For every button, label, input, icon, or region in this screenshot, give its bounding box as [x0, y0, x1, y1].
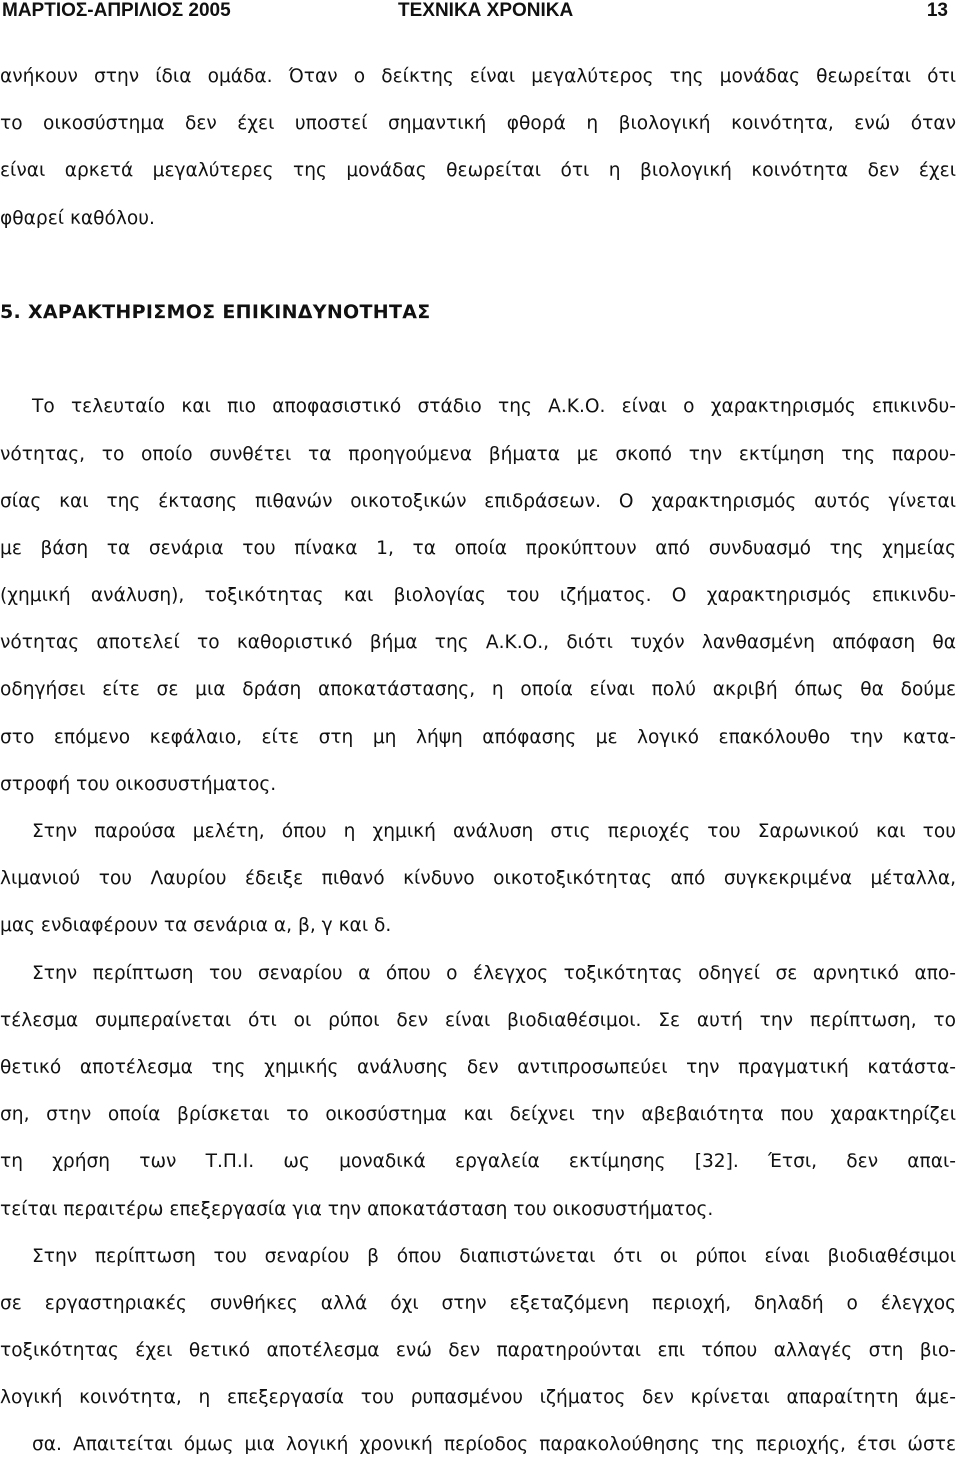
text-line: σα. Απαιτείται όμως μια λογική χρονική περίοδος παρακολούθησης της περιοχής, έτσι ώστε: [32, 1434, 956, 1456]
text-line: το οικοσύστημα δεν έχει υποστεί σημαντική φθορά η βιολογική κοινότητα, ενώ όταν: [0, 113, 956, 135]
text-line: στο επόμενο κεφάλαιο, είτε στη μη λήψη απόφασης με λογικό επακόλουθο την κατα-: [0, 726, 956, 748]
text-line: τείται περαιτέρω επεξεργασία για την αποκατάσταση του οικοσυστήματος.: [0, 1198, 714, 1220]
text-line: στροφή του οικοσυστήματος.: [0, 773, 277, 795]
text-line: Στην περίπτωση του σεναρίου β όπου διαπιστώνεται ότι οι ρύποι είναι βιοδιαθέσιμοι: [32, 1245, 956, 1267]
text-line: ανήκουν στην ίδια ομάδα. Όταν ο δείκτης είναι μεγαλύτερος της μονάδας θεωρείται ότι: [0, 66, 956, 87]
paragraph-4: [0, 950, 956, 1233]
text-line: νότητας, το οποίο συνθέτει τα προηγούμενα βήματα με σκοπό την εκτίμηση της παρου-: [0, 443, 956, 465]
text-line: με βάση τα σενάρια του πίνακα 1, τα οποία προκύπτουν από συνδυασμό της χημείας: [0, 537, 956, 559]
header-journal-title: ΤΕΧΝΙΚΑ ΧΡΟΝΙΚΑ: [398, 0, 574, 21]
section-heading: 5. ΧΑΡΑΚΤΗΡΙΣΜΟΣ ΕΠΙΚΙΝΔΥΝΟΤΗΤΑΣ: [0, 300, 431, 323]
text-line: τη χρήση των Τ.Π.Ι. ως μοναδικά εργαλεία εκτίμησης [32]. Έτσι, δεν απαι-: [0, 1151, 956, 1173]
text-line: σε εργαστηριακές συνθήκες αλλά όχι στην εξεταζόμενη περιοχή, δηλαδή ο έλεγχος: [0, 1292, 956, 1314]
page-body: [0, 53, 956, 1469]
header-date: ΜΑΡΤΙΟΣ-ΑΠΡΙΛΙΟΣ 2005: [2, 0, 231, 21]
text-line: θετικό αποτέλεσμα της χημικής ανάλυσης δεν αντιπροσωπεύει την πραγματική κατάστα-: [0, 1056, 956, 1078]
paragraph-3: [0, 808, 956, 950]
text-line: Στην παρούσα μελέτη, όπου η χημική ανάλυση στις περιοχές του Σαρωνικού και του: [32, 821, 956, 842]
text-line: οδηγήσει είτε σε μια δράση αποκατάστασης, η οποία είναι πολύ ακριβή όπως θα δούμε: [0, 679, 956, 701]
text-line: (χημική ανάλυση), τοξικότητας και βιολογίας του ιζήματος. Ο χαρακτηρισμός επικινδυ-: [0, 585, 956, 607]
text-line: λιμανιού του Λαυρίου έδειξε πιθανό κίνδυνο οικοτοξικότητας από συγκεκριμένα μέταλλα,: [0, 868, 956, 890]
text-line: τέλεσμα συμπεραίνεται ότι οι ρύποι δεν είναι βιοδιαθέσιμοι. Σε αυτή την περίπτωση, το: [0, 1009, 956, 1031]
paragraph-5: [0, 1233, 956, 1469]
text-line: νότητας αποτελεί το καθοριστικό βήμα της Α.Κ.Ο., διότι τυχόν λανθασμένη απόφαση θα: [0, 632, 956, 654]
text-line: είναι αρκετά μεγαλύτερες της μονάδας θεωρείται ότι η βιολογική κοινότητα δεν έχει: [0, 160, 956, 182]
text-line: λογική κοινότητα, η επεξεργασία του ρυπασμένου ιζήματος δεν κρίνεται απαραίτητη άμε-: [0, 1387, 956, 1409]
text-line: σίας και της έκτασης πιθανών οικοτοξικών επιδράσεων. Ο χαρακτηρισμός αυτός γίνεται: [0, 490, 956, 512]
page-number: 13: [926, 0, 948, 21]
text-line: μας ενδιαφέρουν τα σενάρια α, β, γ και δ.: [0, 915, 392, 937]
text-line: ση, στην οποία βρίσκεται το οικοσύστημα και δείχνει την αβεβαιότητα που χαρακτηρίζει: [0, 1104, 956, 1126]
text-line: Το τελευταίο και πιο αποφασιστικό στάδιο της Α.Κ.Ο. είναι ο χαρακτηρισμός επικινδυ-: [32, 396, 956, 418]
paragraph-1: [0, 53, 956, 242]
text-line: τοξικότητας έχει θετικό αποτέλεσμα ενώ δεν παρατηρούνται επι τόπου αλλαγές στη βιο-: [0, 1340, 956, 1362]
text-line: φθαρεί καθόλου.: [0, 207, 155, 229]
text-line: Στην περίπτωση του σεναρίου α όπου ο έλεγχος τοξικότητας οδηγεί σε αρνητικό απο-: [32, 962, 956, 984]
running-header: [0, 0, 960, 24]
paragraph-2: [0, 383, 956, 808]
